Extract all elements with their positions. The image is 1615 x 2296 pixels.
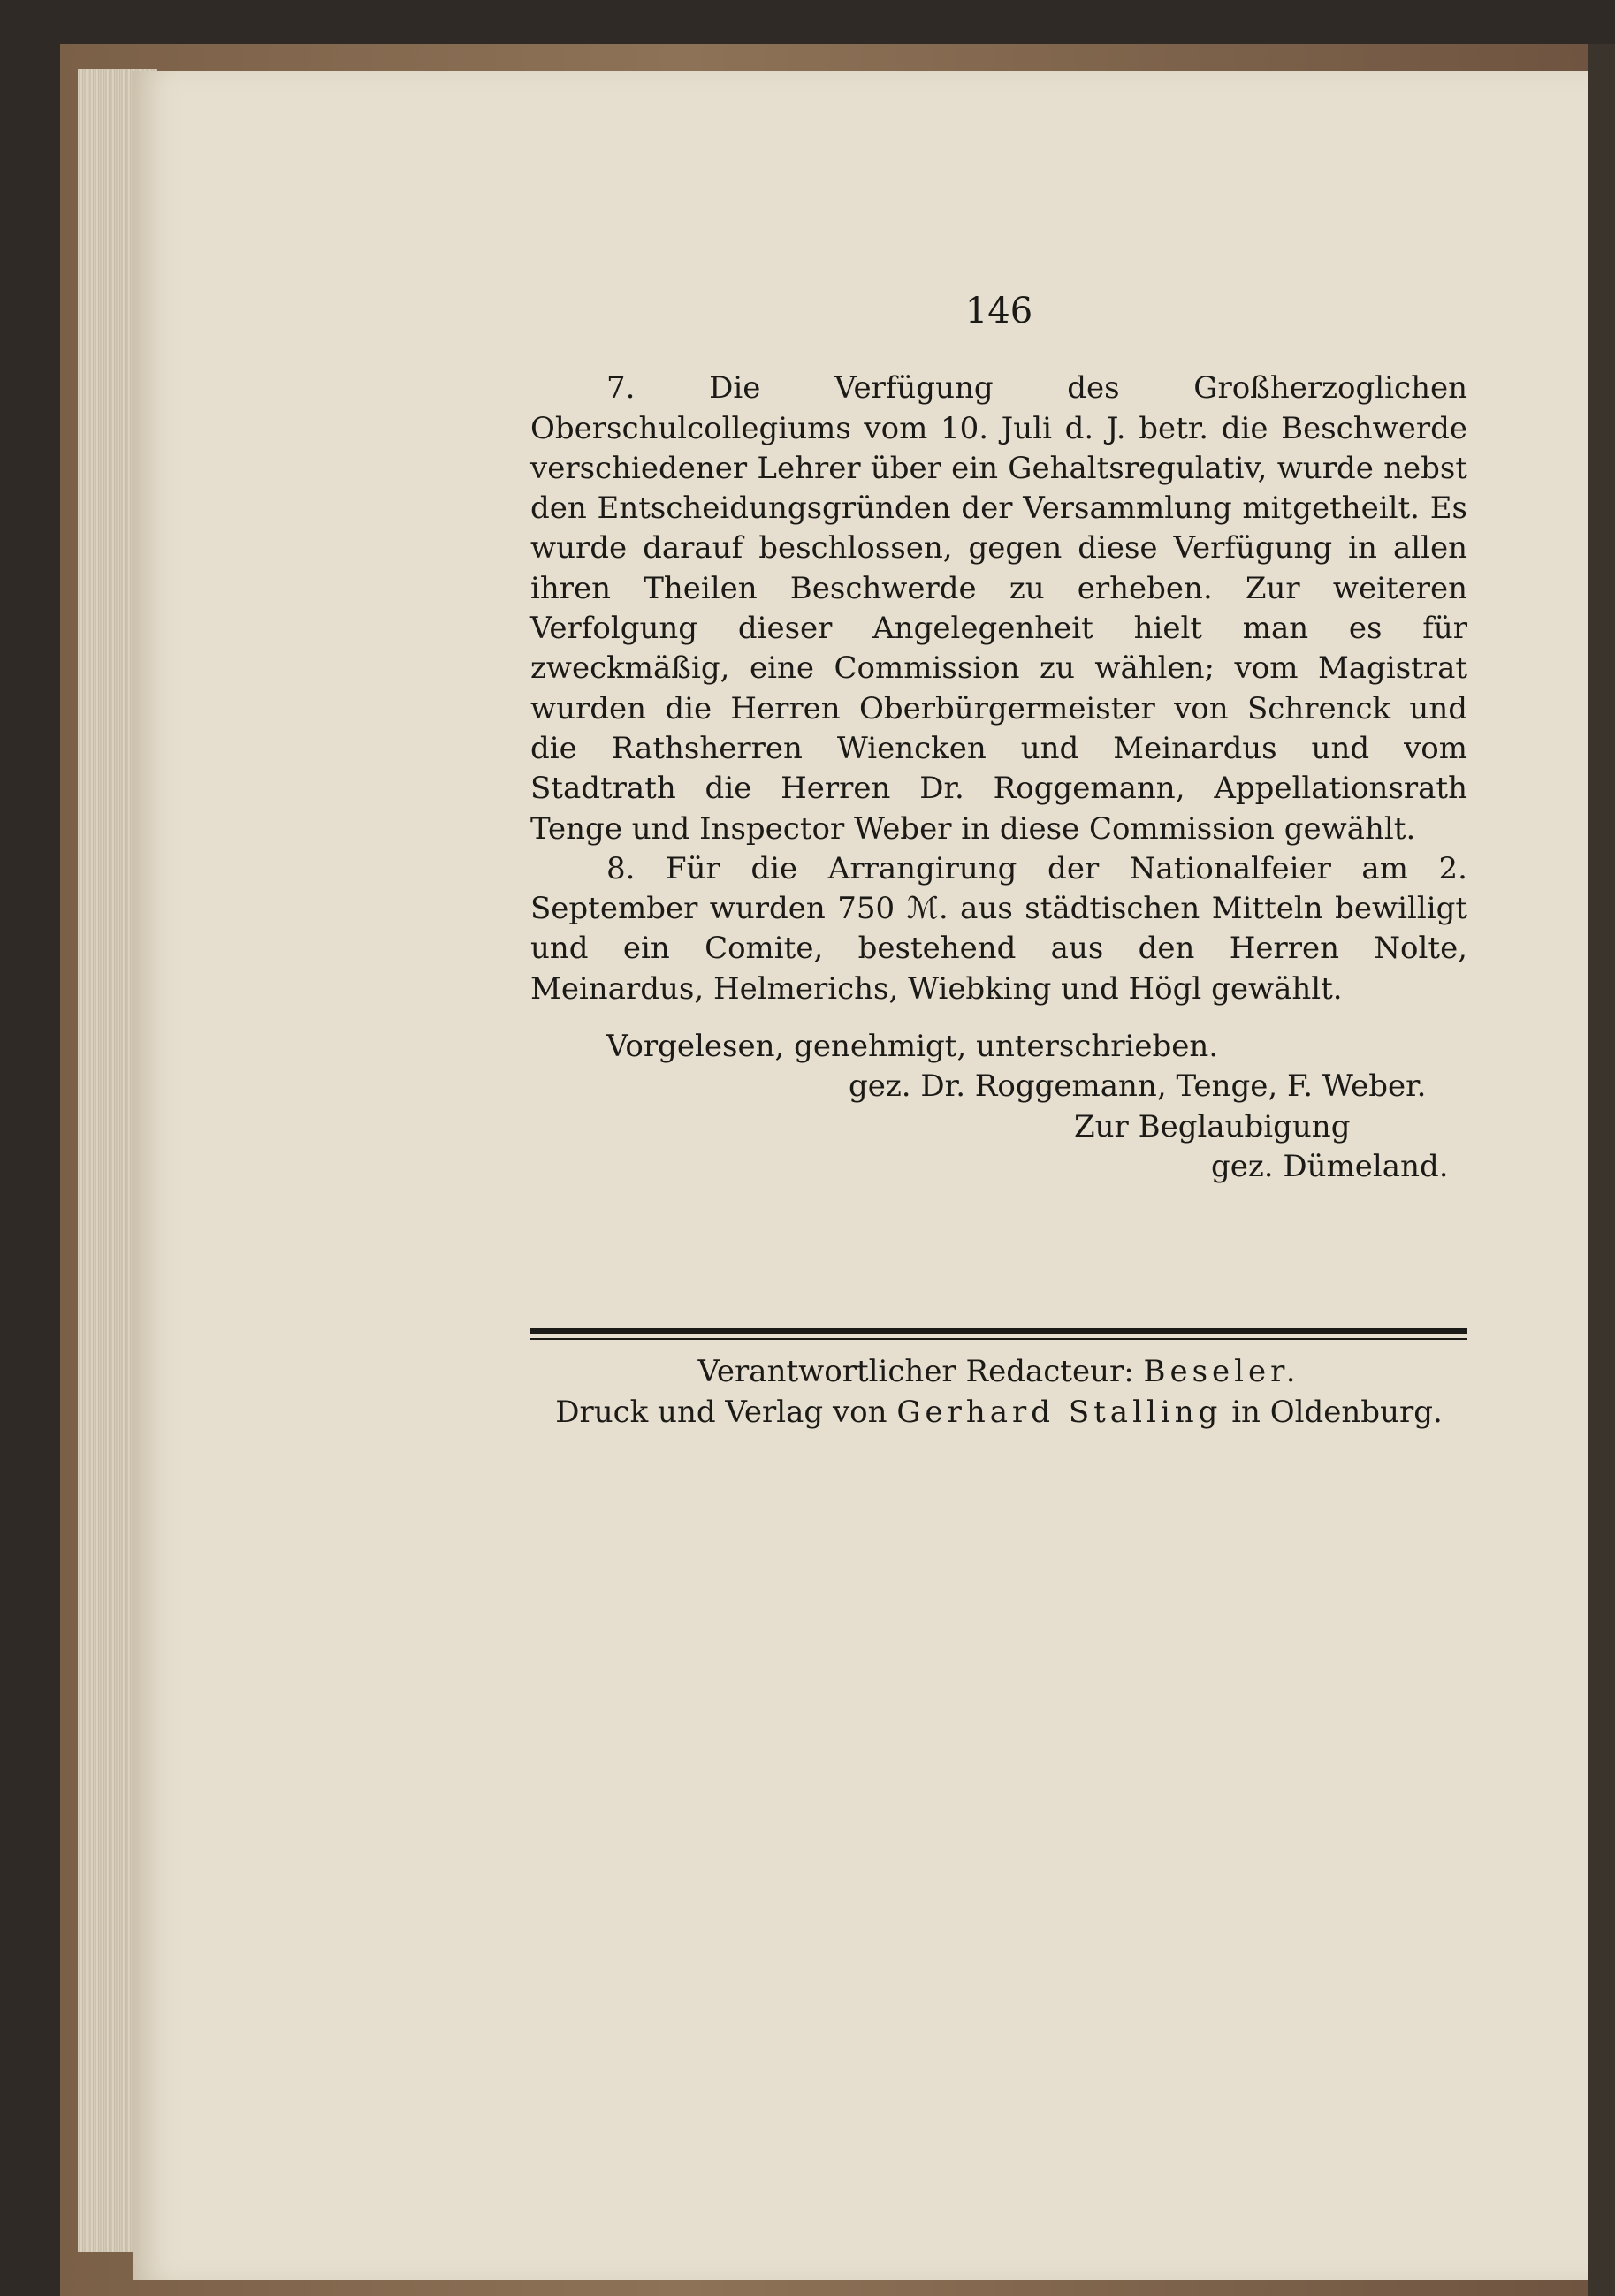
printer-name: Gerhard Stalling — [896, 1394, 1223, 1430]
facing-page-edge — [1588, 44, 1615, 2296]
editor-label: Verantwortlicher Redacteur: — [697, 1354, 1134, 1390]
footer-rules — [530, 1328, 1467, 1340]
closing-line: Vorgelesen, genehmigt, unterschrieben. — [606, 1029, 1219, 1065]
editor-line — [530, 1352, 1467, 1392]
signature-line-3: gez. Dümeland. — [1211, 1148, 1449, 1184]
paragraph-8: 8. Für die Arrangirung der Nationalfeier am 2. September wurden 750 ℳ. aus städtischen Mitteln bewilligt und ein Comite, bestehend aus den Herren Nolte, Meinardus, Helmerichs, Wiebking und Högl gewählt. — [530, 850, 1467, 1007]
printer-line — [530, 1393, 1467, 1433]
rule-thick — [530, 1328, 1467, 1334]
printer-suffix: in Oldenburg. — [1231, 1394, 1443, 1430]
printer-prefix: Druck und Verlag von — [555, 1394, 887, 1430]
rule-thin — [530, 1338, 1467, 1340]
signature-line-1: gez. Dr. Roggemann, Tenge, F. Weber. — [849, 1068, 1427, 1105]
page-content — [530, 292, 1467, 1433]
editor-name: Beseler. — [1143, 1354, 1300, 1390]
page-number: 146 — [964, 291, 1033, 331]
signature-line-2: Zur Beglaubigung — [1074, 1108, 1351, 1144]
paragraph-7: 7. Die Verfügung des Großherzoglichen Oberschulcollegiums vom 10. Juli d. J. betr. die Beschwerde verschiedener Lehrer über ein Gehaltsregulativ, wurde nebst den Entscheidungsgründen der Versammlung mitgetheilt. Es wurde darauf beschlossen, gegen diese Verfügung in allen ihren Theilen Beschwerde zu erheben. Zur weiteren Verfolgung dieser Angelegenheit hielt man es für zweckmäßig, eine Commission zu wählen; vom Magistrat wurden die Herren Oberbürgermeister von Schrenck und die Rathsherren Wiencken und Meinardus und vom Stadtrath die Herren Dr. Roggemann, Appellationsrath Tenge und Inspector Weber in diese Commission gewählt. — [530, 370, 1467, 847]
